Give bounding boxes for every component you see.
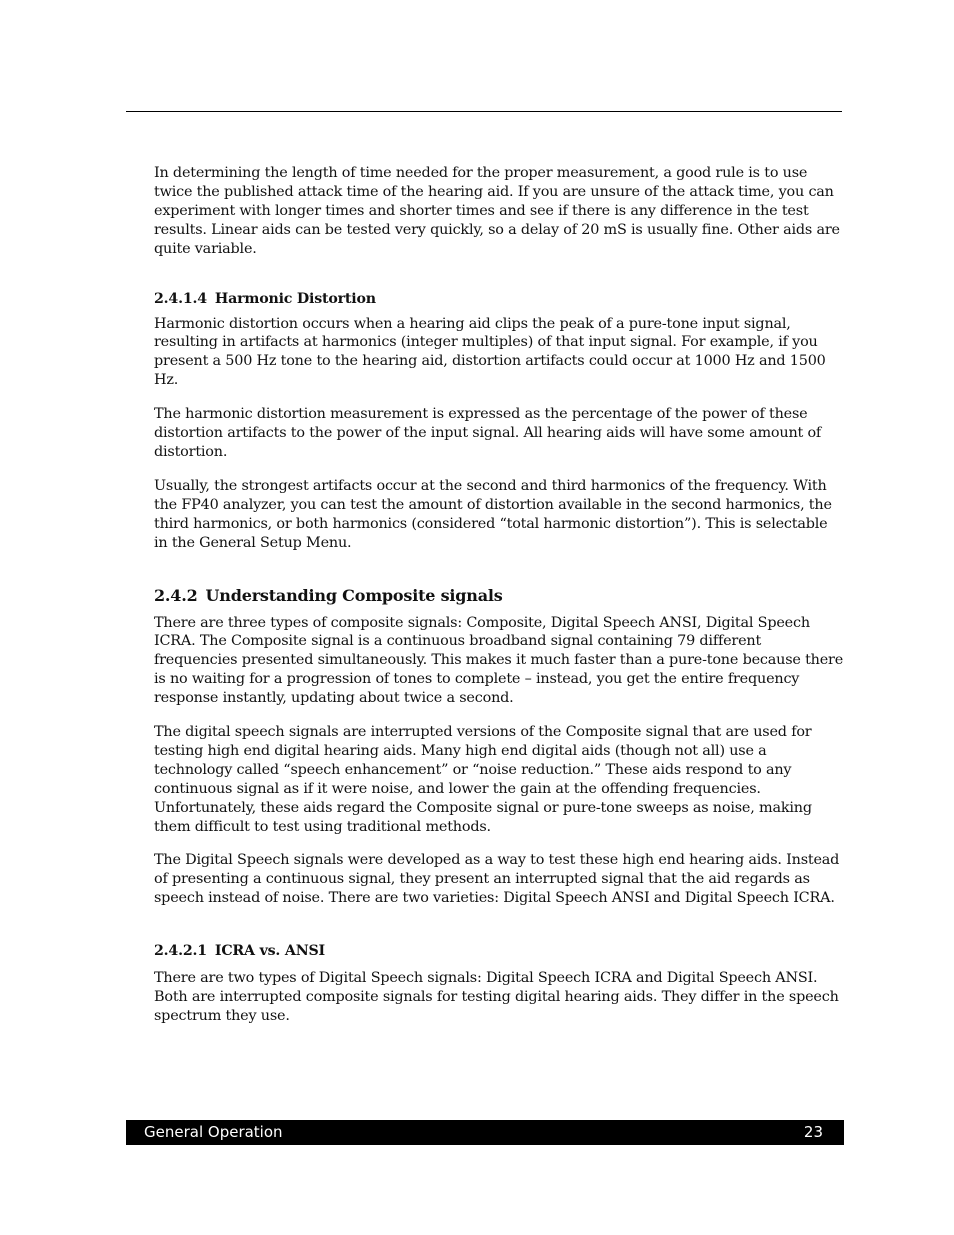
section-number: 2.4.2 [154,585,198,605]
header-rule [126,111,842,112]
heading-2-4-1-4 [154,290,844,309]
composite-paragraph-1: There are three types of composite signals: Composite, Digital Speech ANSI, Digital Speech ICRA. The Composite signal is a continuous broadband signal containing 79 different frequencies presented simultaneously. This makes it much faster than a pure-tone because there is no waiting for a progression of tones to complete – instead, you get the entire frequency response instantly, updating about twice a second. [154,614,844,707]
composite-paragraph-2: The digital speech signals are interrupted versions of the Composite signal that are used for testing high end digital hearing aids. Many high end digital aids (though not all) use a technology called “speech enhancement” or “noise reduction.” These aids respond to any continuous signal as if it were noise, and lower the gain at the offending frequencies. Unfortunately, these aids regard the Composite signal or pure-tone sweeps as noise, making them difficult to test using traditional methods. [154,724,812,835]
icra-ansi-paragraph: There are two types of Digital Speech signals: Digital Speech ICRA and Digital Speech ANSI. Both are interrupted composite signals for testing digital hearing aids. They differ in the speech spectrum they use. [154,970,839,1024]
page-body [154,164,844,1026]
section-number: 2.4.1.4 [154,290,207,307]
harmonic-paragraph-1: Harmonic distortion occurs when a hearing aid clips the peak of a pure-tone input signal, resulting in artifacts at harmonics (integer multiples) of that input signal. For example, if you present a 500 Hz tone to the hearing aid, distortion artifacts could occur at 1000 Hz and 1500 Hz. [154,315,826,389]
section-title: ICRA vs. ANSI [214,943,325,960]
intro-paragraph: In determining the length of time needed for the proper measurement, a good rule is to use twice the published attack time of the hearing aid. If you are unsure of the attack time, you can experiment with longer times and shorter times and see if there is any difference in the test results. Linear aids can be tested very quickly, so a delay of 20 mS is usually fine. Other aids are quite variable. [154,165,840,257]
heading-2-4-2-1 [154,942,844,961]
harmonic-paragraph-3: Usually, the strongest artifacts occur at the second and third harmonics of the frequency. With the FP40 analyzer, you can test the amount of distortion available in the second harmonics, the third harmonics, or both harmonics (considered “total harmonic distortion”). This is selectable in the General Setup Menu. [154,477,832,551]
section-title: Harmonic Distortion [214,290,376,307]
page-footer [126,1120,844,1145]
heading-2-4-2 [154,586,844,606]
composite-paragraph-3: The Digital Speech signals were developed as a way to test these high end hearing aids. Instead of presenting a continuous signal, they present an interrupted signal that the aid regards as speech instead of noise. There are two varieties: Digital Speech ANSI and Digital Speech ICRA. [154,852,840,907]
harmonic-paragraph-2: The harmonic distortion measurement is expressed as the percentage of the power of these distortion artifacts to the power of the input signal. All hearing aids will have some amount of distortion. [154,406,822,460]
section-title: Understanding Composite signals [205,585,503,605]
footer-section-title: General Operation [144,1123,283,1141]
page-number: 23 [803,1123,823,1141]
section-number: 2.4.2.1 [154,943,207,960]
